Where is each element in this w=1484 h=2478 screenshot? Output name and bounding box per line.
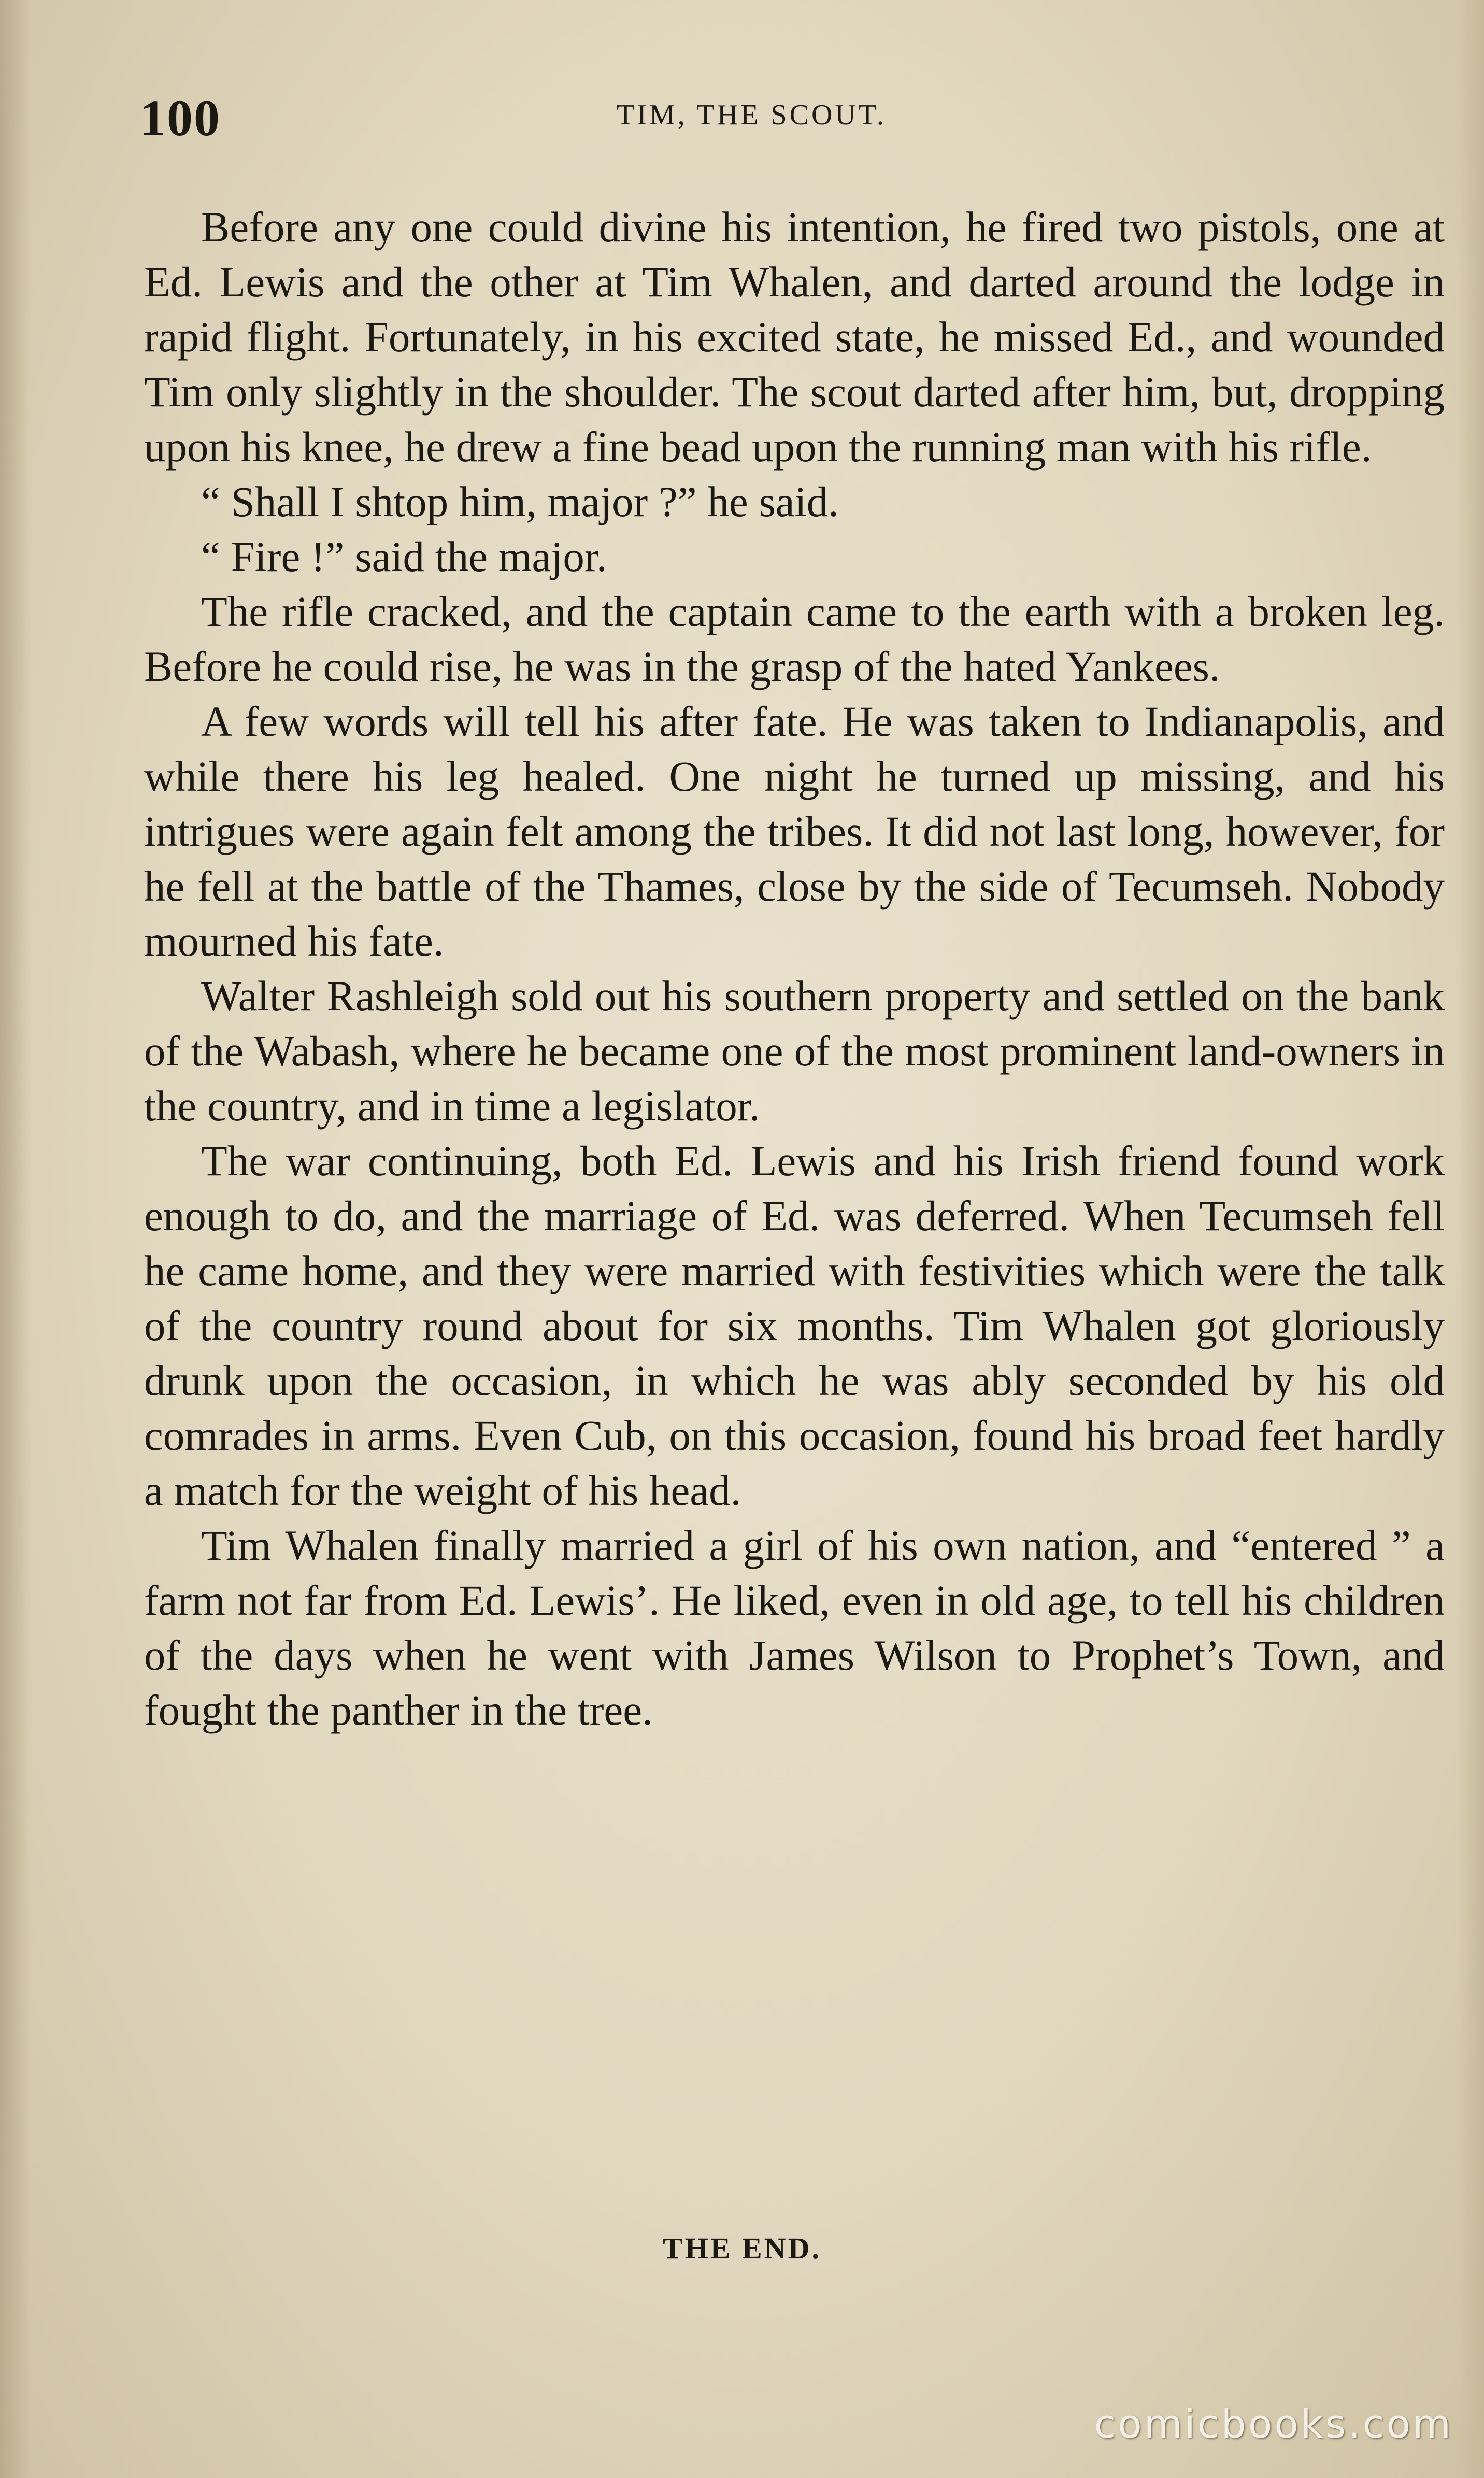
running-title: TIM, THE SCOUT. [617,99,887,131]
paragraph: “ Fire !” said the major. [201,533,607,580]
paragraph: Walter Rashleigh sold out his southern property and settled on the bank of the Wabash, where he became one of the most prominent land-owners in the country, and in time a legislator. [144,972,1445,1130]
paragraph: A few words will tell his after fate. He was taken to Indianapolis, and while there his leg healed. One night he turned up missing, and his intrigues were again felt among the tribes. It did not last long, however, for he fell at the battle of the Thames, close by the side of Tecumseh. Nobody mourned his fate. [144,697,1445,965]
body-text [144,200,1445,1738]
paragraph: “ Shall I shtop him, major ?” he said. [201,478,839,525]
paragraph: Tim Whalen finally married a girl of his own nation, and “entered ” a farm not far from Ed. Lewis’. He liked, even in old age, to tell his children of the days when he went with James Wilson to Prophet’s Town, and fought the panther in the tree. [144,1521,1445,1734]
paragraph: Before any one could divine his intention, he fired two pistols, one at Ed. Lewis and the other at Tim Whalen, and darted around the lodge in rapid flight. Fortunately, in his excited state, he missed Ed., and wounded Tim only slightly in the shoulder. The scout darted after him, but, dropping upon his knee, he drew a fine bead upon the running man with his rifle. [144,203,1445,471]
the-end-mark: THE END. [663,2231,821,2265]
page-number: 100 [140,89,221,147]
paragraph: The rifle cracked, and the captain came to the earth with a broken leg. Before he could rise, he was in the grasp of the hated Yankees. [144,588,1445,690]
watermark: comicbooks.com [1094,2401,1453,2447]
page-header [140,83,1443,150]
paragraph: The war continuing, both Ed. Lewis and his Irish friend found work enough to do, and the marriage of Ed. was deferred. When Tecumseh fell he came home, and they were married with festivities which were the talk of the country round about for six months. Tim Whalen got gloriously drunk upon the occasion, in which he was ably seconded by his old comrades in arms. Even Cub, on this occasion, found his broad feet hardly a match for the weight of his head. [144,1137,1445,1514]
